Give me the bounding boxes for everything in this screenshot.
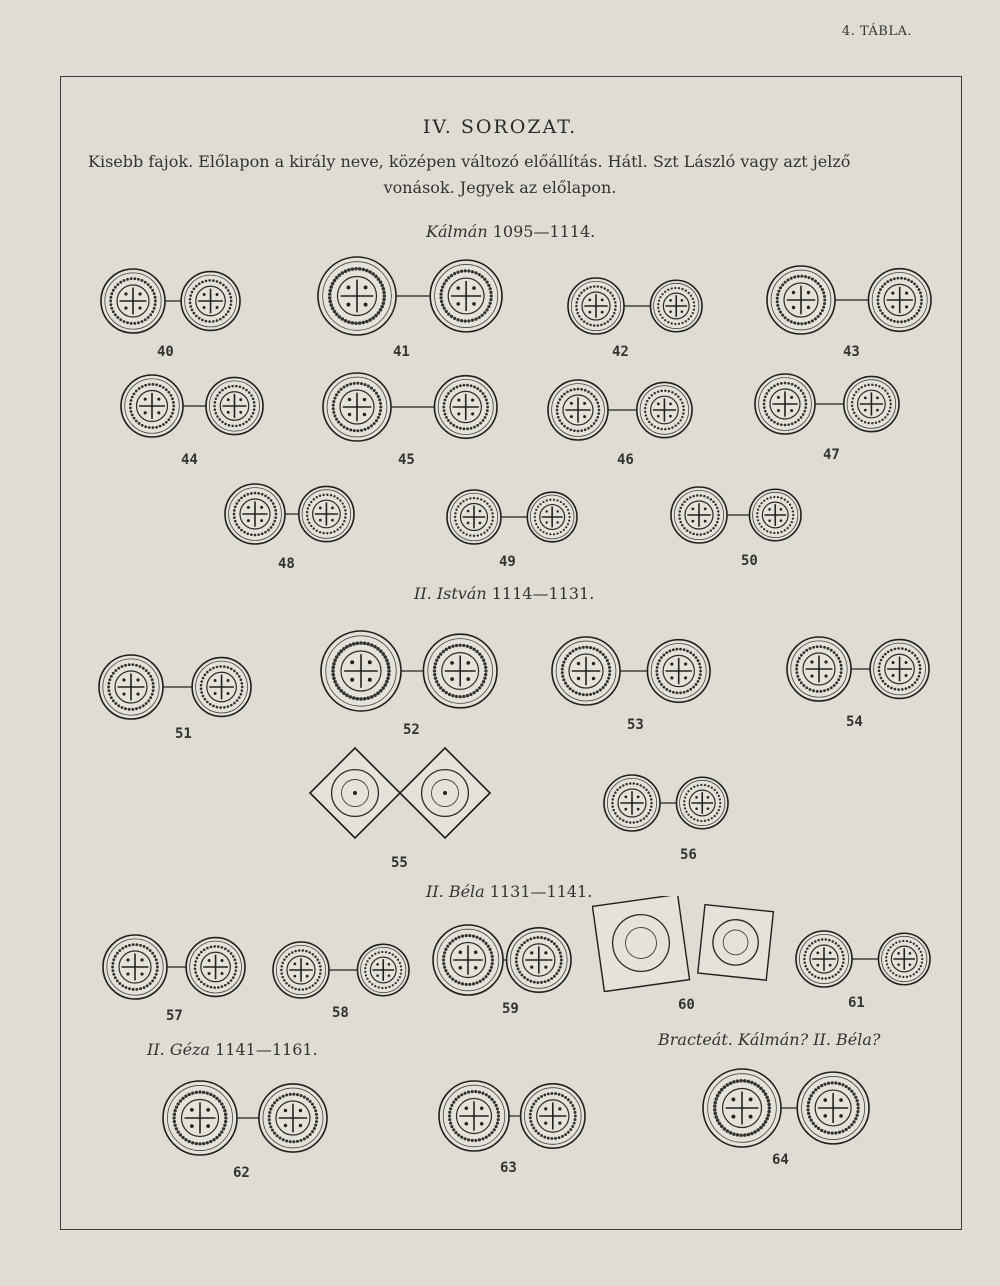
- coin-pair-50: [668, 484, 804, 546]
- coin-pair-45: [320, 370, 500, 444]
- coin-obverse: [592, 896, 689, 992]
- coin-reverse: [878, 933, 930, 985]
- coin-number-58: 58: [332, 1005, 349, 1021]
- coin-reverse: [434, 376, 497, 439]
- coin-number-64: 64: [772, 1152, 789, 1168]
- coin-pair-58: [270, 939, 412, 1001]
- coin-number-50: 50: [741, 553, 758, 569]
- coin-pair-53: [549, 634, 713, 708]
- coin-reverse: [186, 938, 245, 997]
- coin-obverse: [439, 1081, 509, 1151]
- coin-obverse: [321, 631, 401, 711]
- coin-pair-42: [565, 275, 705, 337]
- coin-number-40: 40: [157, 344, 174, 360]
- ruler-name: Kálmán: [426, 222, 488, 241]
- coin-obverse: [604, 775, 660, 831]
- coin-obverse: [318, 257, 396, 335]
- coin-reverse: [797, 1072, 869, 1144]
- coin-pair-62: [160, 1078, 330, 1158]
- coin-reverse: [259, 1084, 327, 1152]
- coin-number-49: 49: [499, 554, 516, 570]
- coin-obverse: [103, 935, 167, 999]
- coin-reverse: [676, 777, 728, 829]
- coin-reverse: [400, 748, 490, 838]
- coin-obverse: [447, 490, 501, 544]
- coin-reverse: [423, 634, 497, 708]
- ruler-years: 1095—1114.: [492, 222, 596, 241]
- coin-reverse: [749, 489, 801, 541]
- coin-reverse: [192, 658, 251, 717]
- coin-reverse: [357, 944, 409, 996]
- coin-pair-51: [96, 652, 254, 722]
- coin-obverse: [101, 269, 165, 333]
- coin-reverse: [870, 640, 929, 699]
- coin-reverse: [647, 640, 710, 703]
- coin-reverse: [507, 928, 571, 992]
- coin-obverse: [767, 266, 835, 334]
- coin-obverse: [671, 487, 727, 543]
- coin-number-52: 52: [403, 722, 420, 738]
- coin-reverse: [430, 260, 502, 332]
- section-heading-kalman: [426, 222, 595, 241]
- coin-number-41: 41: [393, 344, 410, 360]
- coin-number-59: 59: [502, 1001, 519, 1017]
- coin-obverse: [273, 942, 329, 998]
- coin-pair-46: [545, 377, 695, 443]
- coin-pair-60: [592, 896, 776, 992]
- coin-obverse: [163, 1081, 237, 1155]
- coin-pair-49: [444, 487, 580, 547]
- ruler-years: 1141—1161.: [215, 1040, 318, 1059]
- coin-pair-56: [601, 772, 731, 834]
- coin-number-61: 61: [848, 995, 865, 1011]
- section-heading-bela: [426, 882, 592, 901]
- coin-reverse: [844, 376, 899, 431]
- coin-pair-57: [100, 932, 248, 1002]
- coin-reverse: [637, 382, 692, 437]
- coin-number-44: 44: [181, 452, 198, 468]
- coin-reverse: [206, 377, 263, 434]
- section-heading-geza: [147, 1040, 318, 1059]
- coin-number-60: 60: [678, 997, 695, 1013]
- coin-obverse: [796, 931, 852, 987]
- ruler-name: II. István: [414, 584, 487, 603]
- coin-pair-40: [98, 266, 243, 336]
- coin-number-48: 48: [278, 556, 295, 572]
- ruler-years: 1131—1141.: [489, 882, 593, 901]
- coin-obverse: [99, 655, 163, 719]
- coin-number-57: 57: [166, 1008, 183, 1024]
- coin-number-45: 45: [398, 452, 415, 468]
- coin-pair-43: [764, 263, 934, 337]
- coin-obverse: [433, 925, 503, 995]
- coin-number-56: 56: [680, 847, 697, 863]
- coin-pair-52: [318, 628, 500, 714]
- section-heading-istvan: [414, 584, 594, 603]
- coin-pair-48: [222, 481, 357, 547]
- coin-obverse: [548, 380, 608, 440]
- coin-obverse: [787, 637, 851, 701]
- plate-number: 4. TÁBLA.: [841, 24, 912, 39]
- coin-number-51: 51: [175, 726, 192, 742]
- coin-reverse: [868, 269, 931, 332]
- coin-obverse: [568, 278, 624, 334]
- coin-reverse: [698, 905, 774, 981]
- coin-number-43: 43: [843, 344, 860, 360]
- coin-reverse: [521, 1084, 585, 1148]
- coin-number-47: 47: [823, 447, 840, 463]
- coin-pair-55: [308, 746, 492, 840]
- coin-pair-61: [793, 928, 933, 990]
- description-line-1: Kisebb fajok. Előlapon a király neve, középen változó előállítás. Hátl. Szt László vagy azt jelző: [88, 152, 851, 171]
- coin-pair-63: [436, 1078, 588, 1154]
- coin-pair-44: [118, 372, 266, 440]
- ruler-years: 1114—1131.: [491, 584, 595, 603]
- coin-reverse: [299, 486, 354, 541]
- coin-reverse: [650, 280, 702, 332]
- ruler-name: II. Géza: [147, 1040, 211, 1059]
- coin-obverse: [755, 374, 815, 434]
- section-heading-bracteat: [658, 1030, 881, 1049]
- description-line-2: vonások. Jegyek az előlapon.: [383, 178, 617, 197]
- coin-number-46: 46: [617, 452, 634, 468]
- coin-reverse: [527, 492, 577, 542]
- coin-number-54: 54: [846, 714, 863, 730]
- coin-number-62: 62: [233, 1165, 250, 1181]
- coin-pair-47: [752, 371, 902, 437]
- coin-number-42: 42: [612, 344, 629, 360]
- coin-pair-54: [784, 634, 932, 704]
- coin-pair-59: [430, 922, 574, 998]
- coin-number-55: 55: [391, 855, 408, 871]
- coin-number-63: 63: [500, 1160, 517, 1176]
- ruler-name: II. Béla: [426, 882, 485, 901]
- coin-obverse: [310, 748, 400, 838]
- series-title: IV. SOROZAT.: [422, 116, 578, 138]
- coin-obverse: [121, 375, 183, 437]
- coin-number-53: 53: [627, 717, 644, 733]
- coin-pair-64: [700, 1066, 872, 1150]
- coin-obverse: [323, 373, 391, 441]
- coin-obverse: [225, 484, 285, 544]
- bracteat-label: Bracteát. Kálmán? II. Béla?: [658, 1030, 881, 1049]
- coin-reverse: [181, 272, 240, 331]
- coin-pair-41: [315, 254, 505, 338]
- coin-obverse: [552, 637, 620, 705]
- coin-obverse: [703, 1069, 781, 1147]
